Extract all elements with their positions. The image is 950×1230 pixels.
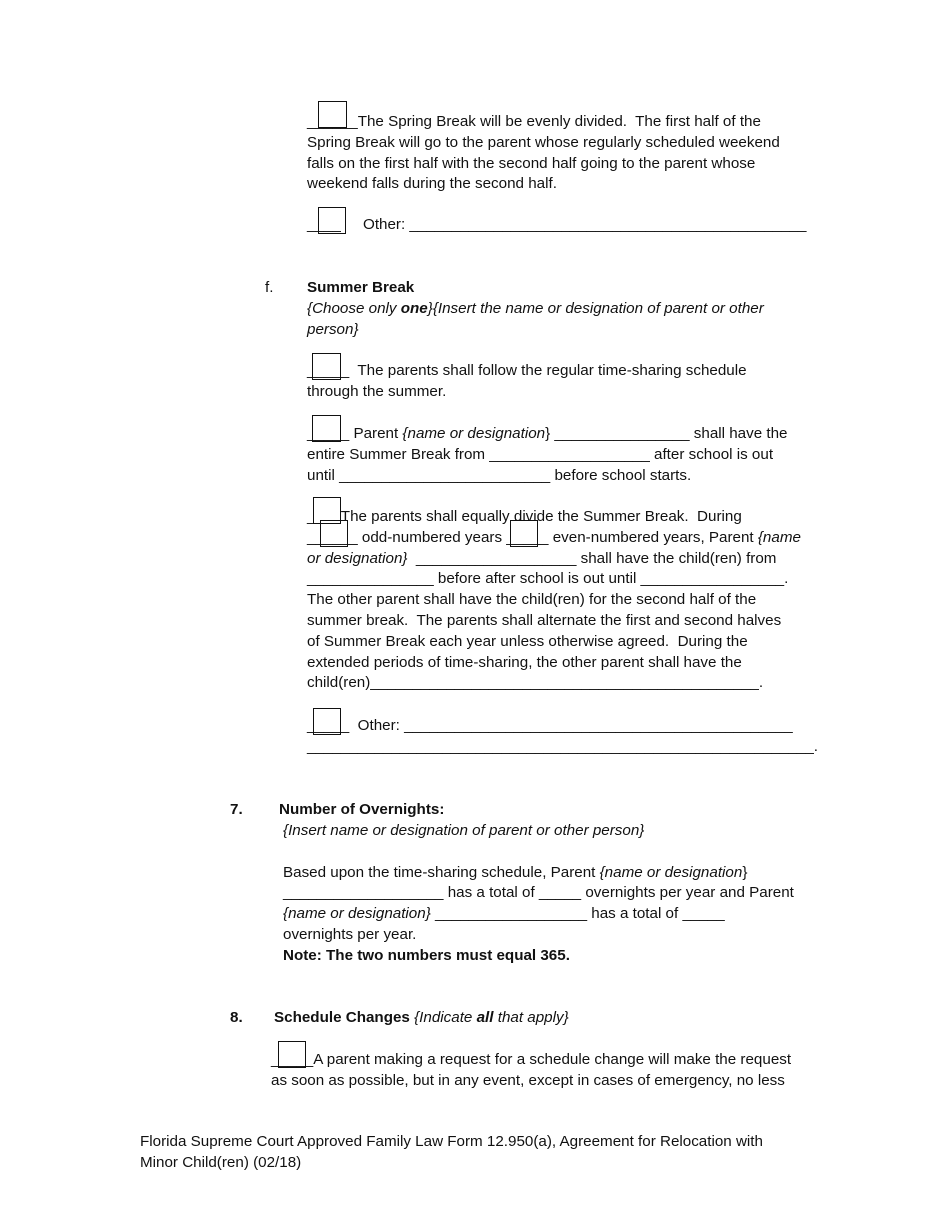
summer-divide-text: The other parent shall have the child(ren) for the second half of the xyxy=(307,591,757,609)
spring-even-text: The Spring Break will be evenly divided. The first half of the xyxy=(357,113,761,130)
summer-other-field[interactable]: ____________________________________________________________. xyxy=(307,737,819,755)
summer-divide-text: _______________ before after school is out until _________________. xyxy=(307,570,789,588)
overnights-instruction: {Insert name or designation of parent or other person} xyxy=(283,822,645,839)
summer-instruction: {Choose only xyxy=(307,299,401,317)
overnights-text: {name or designation} xyxy=(283,905,431,923)
summer-divide-text: extended periods of time-sharing, the other parent shall have the xyxy=(307,653,742,671)
blank-line: _____ xyxy=(307,362,350,379)
blank-line: _____ xyxy=(271,1051,314,1068)
schedule-instruction: that apply} xyxy=(493,1009,569,1026)
spring-other-option xyxy=(307,215,807,236)
schedule-title: Schedule Changes xyxy=(274,1009,410,1026)
summer-divide-text: The parents shall equally divide the Summer Break. During xyxy=(340,508,742,525)
schedule-instruction-bold: all xyxy=(476,1009,494,1026)
summer-divide-text: child(ren)______________________________________________. xyxy=(307,674,764,692)
footer-text: Minor Child(ren) (02/18) xyxy=(140,1153,302,1171)
blank-line: _____ xyxy=(307,425,350,442)
summer-header xyxy=(307,278,764,340)
summer-regular-option xyxy=(307,361,747,403)
summer-divide-text: summer break. The parents shall alternate the first and second halves xyxy=(307,611,782,629)
spring-even-text: falls on the first half with the second half going to the parent whose xyxy=(307,154,756,172)
summer-entire-option xyxy=(307,424,788,486)
summer-entire-text: {name or designation xyxy=(402,425,546,442)
summer-divide-text: or designation} xyxy=(307,549,408,567)
summer-divide-text: ______ odd-numbered years _____ even-numbered years, Parent xyxy=(307,528,758,546)
overnights-note: Note: The two numbers must equal 365. xyxy=(283,946,570,964)
summer-divide-option xyxy=(307,507,801,694)
spring-even-text: weekend falls during the second half. xyxy=(307,175,557,193)
section-number: 7. xyxy=(230,801,243,818)
summer-regular-text: The parents shall follow the regular time-sharing schedule xyxy=(349,362,747,379)
summer-other-field[interactable]: Other: ______________________________________________ xyxy=(349,717,793,734)
summer-other-option xyxy=(307,716,818,758)
summer-entire-text: until _________________________ before school starts. xyxy=(307,466,692,484)
summer-regular-text: through the summer. xyxy=(307,382,447,400)
overnights-body xyxy=(283,821,794,967)
spring-even-option xyxy=(307,112,780,195)
summer-instruction: person} xyxy=(307,320,359,338)
summer-instruction-bold: one xyxy=(400,299,428,317)
summer-divide-text: of Summer Break each year unless otherwise agreed. During the xyxy=(307,632,748,650)
footer-text: Florida Supreme Court Approved Family Law Form 12.950(a), Agreement for Relocation with xyxy=(140,1133,763,1150)
schedule-header xyxy=(274,1008,569,1029)
section-number: 8. xyxy=(230,1009,243,1026)
summer-entire-text: entire Summer Break from ___________________ after school is out xyxy=(307,445,774,463)
blank-line: _____ xyxy=(307,717,350,734)
overnights-title: Number of Overnights: xyxy=(279,801,445,818)
summer-instruction: }{Insert the name or designation of parent or other xyxy=(427,299,764,317)
spring-other-field[interactable]: Other: _______________________________________________ xyxy=(363,216,807,233)
blank-line: ____ xyxy=(307,508,341,525)
schedule-option xyxy=(271,1050,791,1092)
overnights-text: {name or designation xyxy=(599,863,743,881)
schedule-option-text: A parent making a request for a schedule change will make the request xyxy=(313,1051,792,1068)
summer-entire-text: } ________________ shall have the xyxy=(545,425,788,442)
summer-entire-text: Parent xyxy=(349,425,403,442)
summer-title: Summer Break xyxy=(307,279,415,296)
overnights-text: Based upon the time-sharing schedule, Parent xyxy=(283,863,600,881)
blank-line: ______ xyxy=(307,113,358,130)
overnights-section xyxy=(279,800,444,821)
schedule-option-text: as soon as possible, but in any event, except in cases of emergency, no less xyxy=(271,1071,785,1089)
spring-even-text: Spring Break will go to the parent whose regularly scheduled weekend xyxy=(307,133,780,151)
page-footer xyxy=(140,1132,763,1174)
section-letter: f. xyxy=(265,279,274,296)
summer-divide-text: ___________________ shall have the child(ren) from xyxy=(407,549,777,567)
overnights-text: overnights per year. xyxy=(283,925,417,943)
blank-line: ____ xyxy=(307,216,341,233)
summer-divide-text: {name xyxy=(757,528,801,546)
overnights-text: ___________________ has a total of _____ overnights per year and Parent xyxy=(283,884,794,902)
overnights-text: } xyxy=(742,863,748,881)
overnights-text: __________________ has a total of _____ xyxy=(430,905,725,923)
schedule-instruction: {Indicate xyxy=(409,1009,477,1026)
